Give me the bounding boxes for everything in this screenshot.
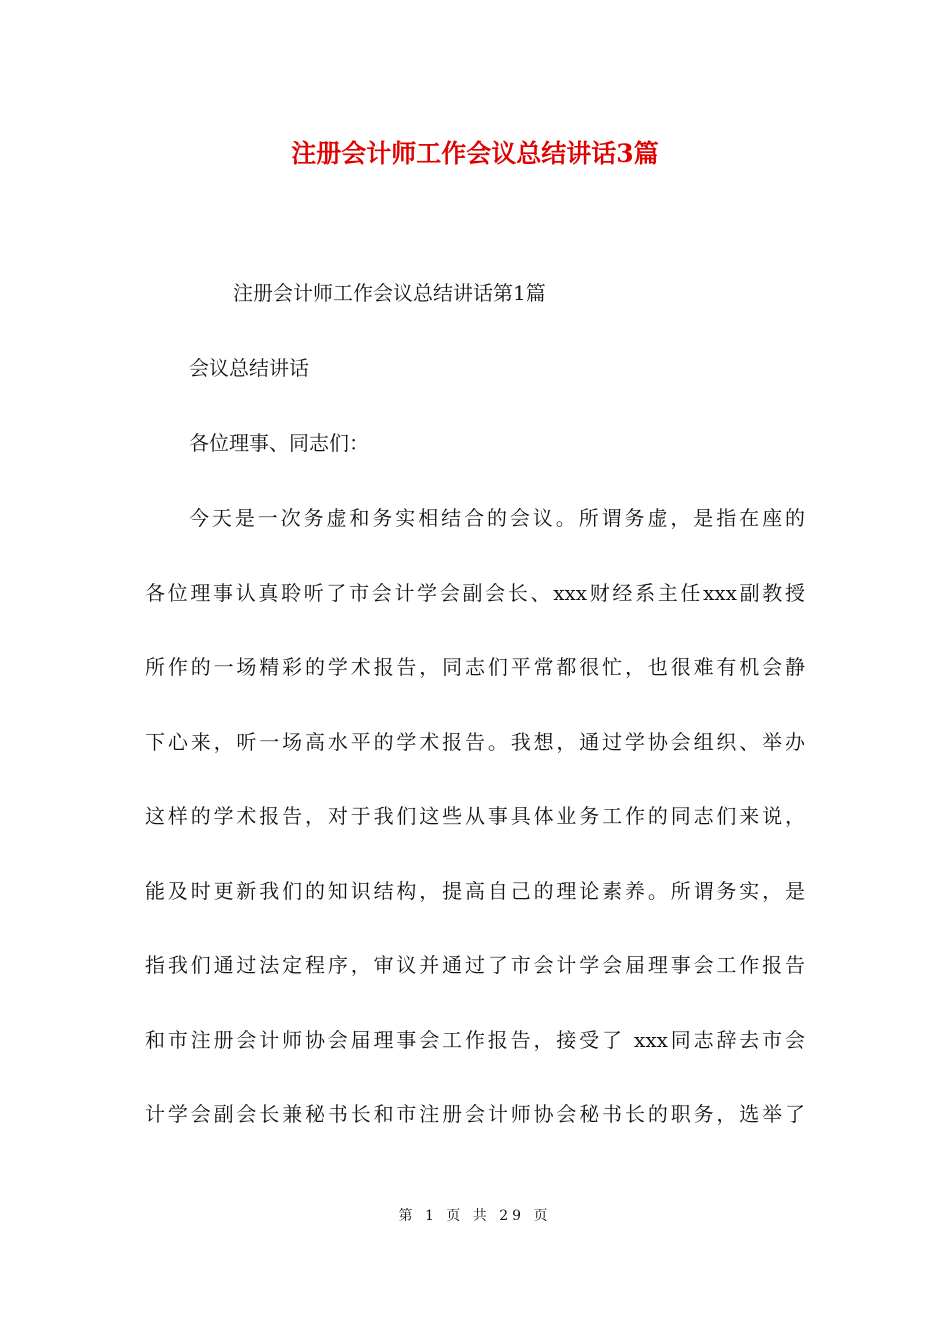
body-line: 这样的学术报告，对于我们这些从事具体业务工作的同志们来说，: [145, 804, 805, 828]
body-line: 计学会副会长兼秘书长和市注册会计师协会秘书长的职务，选举了: [145, 1102, 805, 1126]
page-number-footer: 第 1 页 共 29 页: [398, 1208, 552, 1224]
body-line: 能及时更新我们的知识结构，提高自己的理论素养。所谓务实，是: [145, 879, 805, 903]
body-line: 和市注册会计师协会届理事会工作报告，接受了 xxx同志辞去市会: [145, 1028, 805, 1052]
document-subtitle: 注册会计师工作会议总结讲话第1篇: [233, 281, 546, 305]
section-heading: 会议总结讲话: [189, 356, 309, 380]
body-line: 各位理事认真聆听了市会计学会副会长、xxx财经系主任xxx副教授: [145, 581, 805, 605]
salutation: 各位理事、同志们：: [189, 431, 369, 455]
body-line: 下心来，听一场高水平的学术报告。我想，通过学协会组织、举办: [145, 730, 805, 754]
body-line: 所作的一场精彩的学术报告，同志们平常都很忙，也很难有机会静: [145, 655, 805, 679]
body-line: 今天是一次务虚和务实相结合的会议。所谓务虚，是指在座的: [189, 506, 805, 530]
body-line: 指我们通过法定程序，审议并通过了市会计学会届理事会工作报告: [145, 953, 805, 977]
document-title: 注册会计师工作会议总结讲话3篇: [291, 139, 659, 168]
